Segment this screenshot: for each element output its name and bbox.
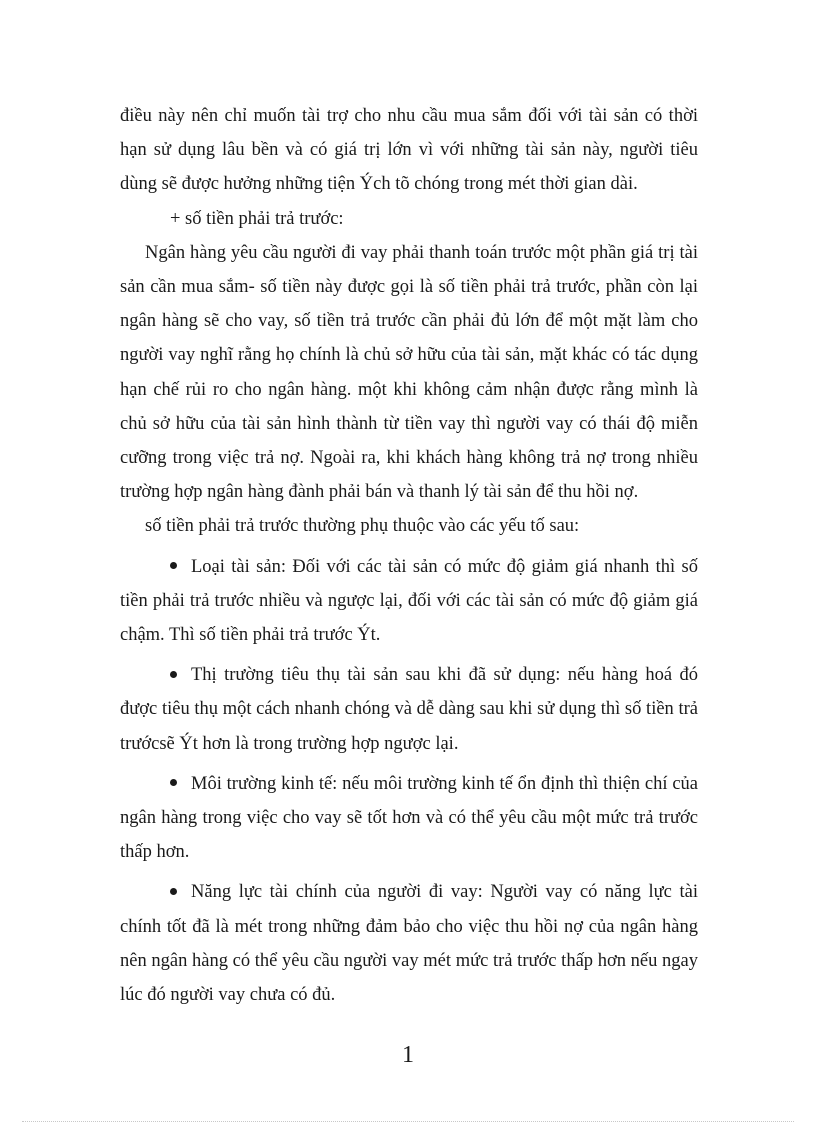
factors-intro: số tiền phải trả trước thường phụ thuộc vào các yếu tố sau: [145,516,580,537]
bullet-item [120,875,698,1012]
bullet-item [120,550,698,653]
bullet-icon [170,779,177,786]
bullet-item [120,658,698,761]
body-text [120,99,698,1012]
footer-divider [22,1121,794,1122]
bullet-icon [170,562,177,569]
bullet-text: Loại tài sản: Đối với các tài sản có mức độ giảm giá nhanh thì số tiền phải trả trước nhiều và ngược lại, đối với các tài sản có mức độ giảm giá chậm. Thì số tiền phải trả trước Ýt. [120,556,698,646]
bullet-text: Năng lực tài chính của người đi vay: Người vay có năng lực tài chính tốt đã là mét trong những đảm bảo cho việc thu hồi nợ của ngân hàng nên ngân hàng có thể yêu cầu người vay mét mức trả trước thấp hơn nếu ngay lúc đó người vay chưa có đủ. [120,882,698,1006]
bullet-icon [170,671,177,678]
main-paragraph: Ngân hàng yêu cầu người đi vay phải thanh toán trước một phần giá trị tài sản cần mua sắm- số tiền này được gọi là số tiền phải trả trước, phần còn lại ngân hàng sẽ cho vay, số tiền trả trước cần phải đủ lớn để một mặt làm cho người vay nghĩ rằng họ chính là chủ sở hữu của tài sản, mặt khác có tác dụng hạn chế rủi ro cho ngân hàng. một khi không cảm nhận được rằng mình là chủ sở hữu của tài sản hình thành từ tiền vay thì người vay có thái độ miễn cưỡng trong việc trả nợ. Ngoài ra, khi khách hàng không trả nợ trong nhiều trường hợp ngân hàng đành phải bán và thanh lý tài sản để thu hồi nợ. [120,242,698,503]
bullet-text: Môi trường kinh tế: nếu môi trường kinh tế ổn định thì thiện chí của ngân hàng trong việc cho vay sẽ tốt hơn và có thể yêu cầu một mức trả trước thấp hơn. [120,773,698,863]
page-number: 1 [402,1042,414,1068]
subheading: + số tiền phải trả trước: [170,208,344,229]
bullet-item [120,767,698,870]
bullet-text: Thị trường tiêu thụ tài sản sau khi đã sử dụng: nếu hàng hoá đó được tiêu thụ một cách nhanh chóng và dễ dàng sau khi sử dụng thì số tiền trả trướcsẽ Ýt hơn là trong trường hợp ngược lại. [120,665,698,754]
continuation-paragraph: điều này nên chỉ muốn tài trợ cho nhu cầu mua sắm đối với tài sản có thời hạn sử dụng lâu bền và có giá trị lớn vì với những tài sản này, người tiêu dùng sẽ được hưởng những tiện Ých tõ chóng trong mét thời gian dài. [120,106,698,195]
bullet-icon [170,888,177,895]
